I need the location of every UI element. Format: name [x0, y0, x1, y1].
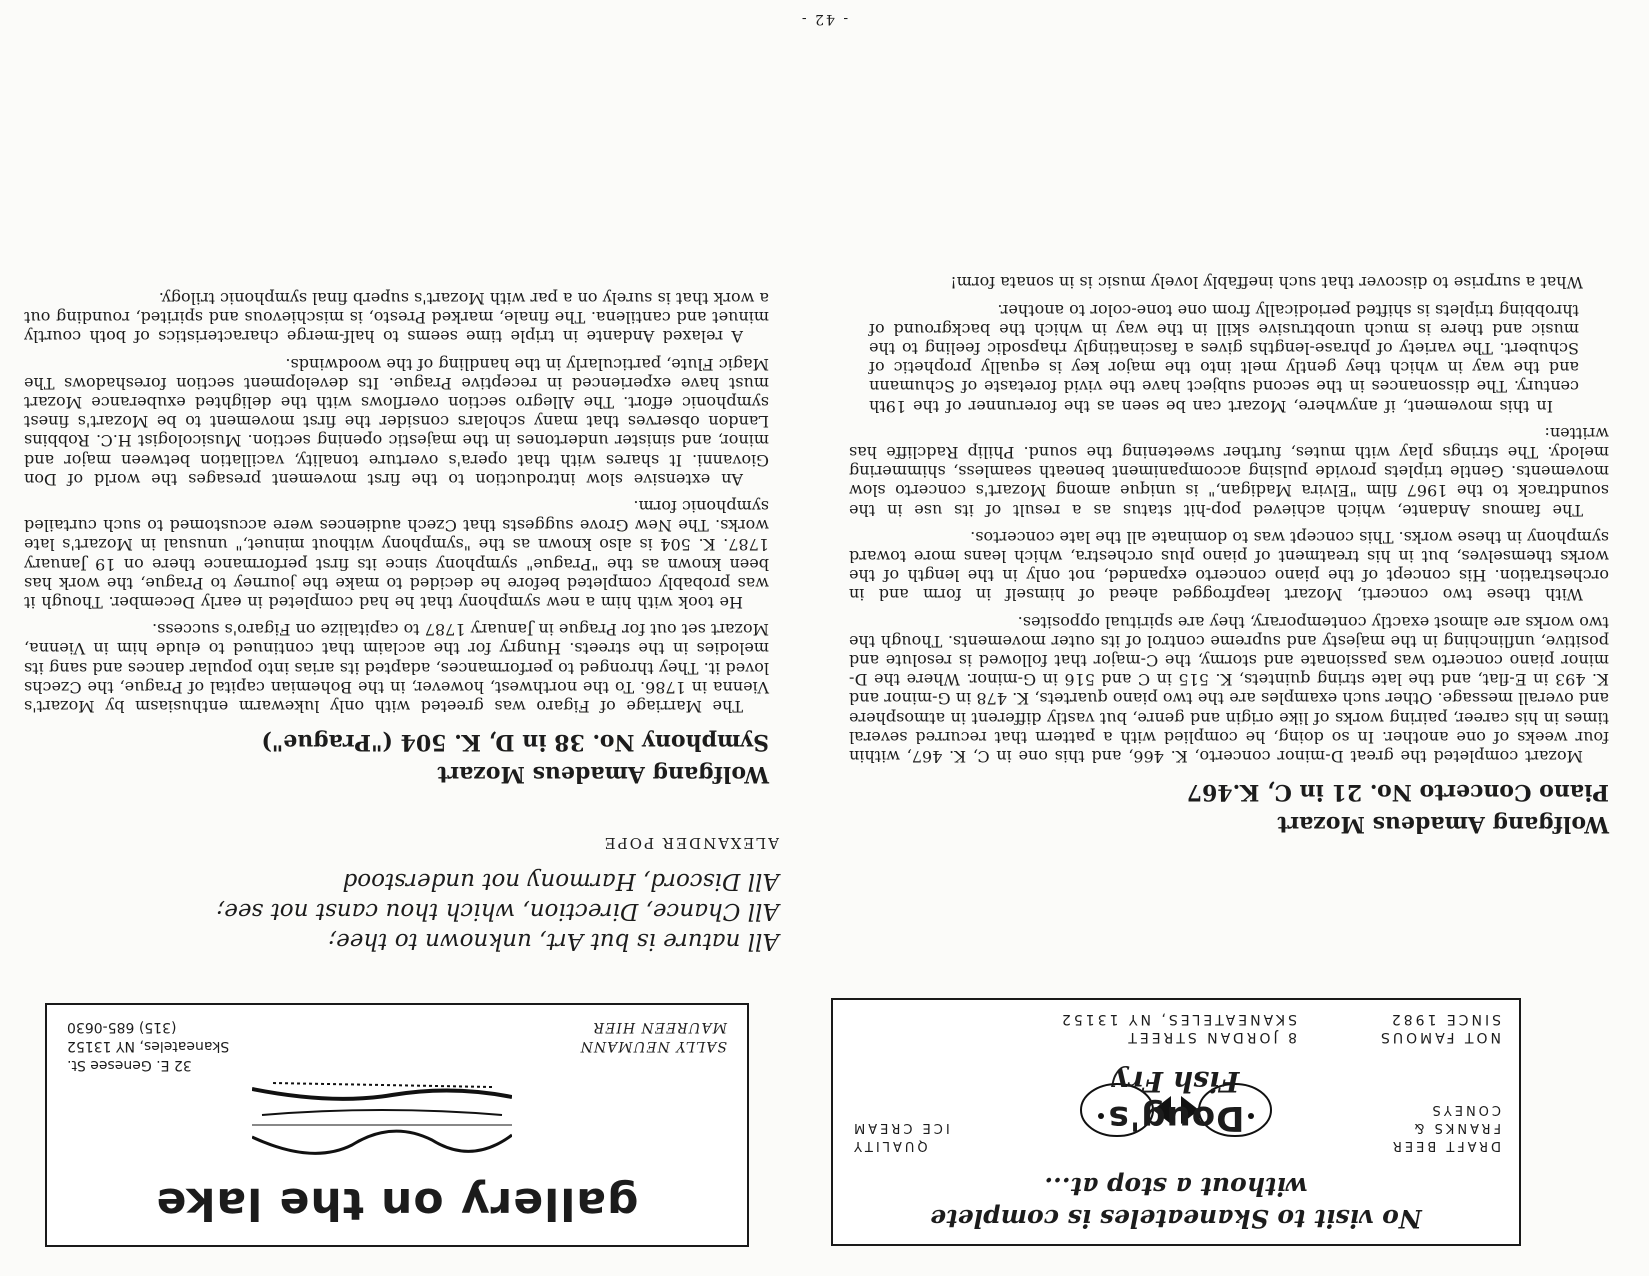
gallery-title: gallery on the lake — [155, 1178, 639, 1229]
foot-line: NOT FAMOUS — [1377, 1029, 1501, 1045]
body-paragraph: Mozart completed the great D-minor concerto, K. 466, and this one in C, K. 467, within four weeks of one another. In so doing, he complied with a pattern that recurred several times in his career, pairing works of like origin and genre, but vastly different in atmosphere and overall message. Other such examples are the two piano quartets, K. 478 in G-minor and K. 493 in E-flat, and the late string quintets, K. 515 in C and 516 in G-minor. Where the D-minor piano concerto was passionate and stormy, the C-major that followed is resolute and positive, unflinching in the majesty and supreme control of its outer movements. Though the two works are almost exactly contemporary, they are spiritual opposites. — [849, 612, 1609, 766]
fish-fry-menu-right — [851, 1118, 950, 1154]
menu-item: FRANKS & — [1411, 1120, 1501, 1135]
composer-heading: Wolfgang Amadeus Mozart — [1277, 811, 1609, 837]
right-column — [0, 0, 804, 1276]
work-title: Symphony No. 38 in D, K. 504 ("Prague") — [261, 729, 769, 755]
body-paragraph: An extensive slow introduction to the first movement presages the world of Don Giovanni. It shares with that opera's overture tonality, vacillation between major and minor, and sinister undertones in the majestic opening section. Musicologist H.C. Robbins Landon observes that many scholars consider the first movement to be Mozart's finest symphonic effort. The Allegro section overflows with the delighted exuberance Mozart must have experienced in receptive Prague. Its development section foreshadows The Magic Flute, particularly in the handling of the woodwinds. — [24, 354, 769, 489]
composer-heading: Wolfgang Amadeus Mozart — [437, 761, 769, 787]
tagline-line: No visit to Skaneateles is complete — [930, 1204, 1422, 1233]
address-line: (315) 685-0630 — [67, 1019, 177, 1035]
concerto-text — [849, 265, 1609, 856]
owner-name: MAUREEN HIER — [592, 1019, 727, 1035]
fish-fry-ad — [831, 998, 1521, 1246]
address-line: Skaneateles, NY 13152 — [67, 1038, 230, 1054]
quote-line: All Chance, Direction, which thou canst not see; — [216, 898, 779, 924]
owner-name: SALLY NEUMANN — [579, 1038, 727, 1054]
body-paragraph: He took with him a new symphony that he had completed in early December. Though it was probably completed before he decided to make the journey to Prague, the work has been known as the "Prague" symphony since its first performance there on 19 January 1787. K. 504 is also known as the "symphony without minuet," unusual in Mozart's late works. The New Grove suggests that Czech audiences were accustomed to such curtailed symphonic form. — [24, 496, 769, 612]
foot-line: SKANEATELES, NY 13152 — [1058, 1011, 1297, 1027]
fish-fry-tagline — [863, 1170, 1489, 1234]
menu-item: DRAFT BEER — [1389, 1138, 1501, 1153]
body-paragraph: What a surprise to discover that such ineffably lovely music is in sonata form! — [950, 273, 1583, 293]
fish-fry-logo-name: Doug's — [1107, 1098, 1245, 1138]
tagline-line: without a stop at... — [1044, 1172, 1308, 1201]
fish-fry-logo-sub: Fish Fry — [1112, 1065, 1240, 1098]
lake-landscape-icon — [252, 1075, 512, 1175]
menu-item: CONEYS — [1429, 1102, 1501, 1117]
address-line: 32 E. Genesee St. — [67, 1057, 192, 1073]
fish-fry-foot-left — [1378, 1010, 1501, 1046]
gallery-owners — [580, 1017, 727, 1055]
body-paragraph: With these two concerti, Mozart leapfrogged ahead of himself in form and in orchestration. His concept of the piano concerto expanded, not only in the length of the works themselves, but in his treatment of piano plus orchestra, which leans more toward symphony in these works. This concept was to dominate all the late concertos. — [849, 527, 1609, 605]
quote-line: All Discord, Harmony not understood — [342, 868, 779, 894]
fish-fry-logo — [1069, 1062, 1283, 1158]
menu-item: QUALITY — [851, 1138, 928, 1153]
page-number: - 42 - — [799, 11, 849, 27]
fish-fry-address — [1059, 1010, 1297, 1046]
body-paragraph: The famous Andante, which achieved pop-hit status as a result of its use in the soundtrack to the 1967 film "Elvira Madigan," is unique among Mozart's concerto slow movements. Gentle triplets provide pulsing accompaniment beneath seamless, shimmering melody. The strings play with mutes, further sweetening the sound. Philip Radcliffe has written: — [849, 423, 1609, 520]
work-title: Piano Concerto No. 21 in C, K.467 — [1186, 779, 1609, 805]
fish-fry-menu-left — [1390, 1100, 1501, 1154]
page-number-area — [759, 11, 889, 33]
foot-line: SINCE 1982 — [1388, 1011, 1501, 1027]
prague-text-article — [24, 281, 769, 806]
gallery-address — [67, 1017, 229, 1074]
gallery-ad — [45, 1003, 749, 1247]
menu-item: ICE CREAM — [851, 1120, 950, 1135]
quote-line: All nature is but Art, unknown to thee; — [328, 928, 779, 954]
body-paragraph: The Marriage of Figaro was greeted with only lukewarm enthusiasm by Mozart's Vienna in 1786. To the northwest, however, in the Bohemian capital of Prague, the Czechs loved it. They thronged to performances, adapted its arias into popular dances and sang its melodies in the streets. Hungry for the acclaim that continued to elude him in Vienna, Mozart set out for Prague in January 1787 to capitalize on Figaro's success. — [24, 620, 769, 716]
body-paragraph: In this movement, if anywhere, Mozart can be seen as the forerunner of the 19th century. The dissonances in the second subject have the vivid foretaste of Schumann and the way in which they gently melt into the major key is equally prophetic of Schubert. The variety of phrase-lengths gives a fascinatingly rhapsodic feeling to the music and there is much unobtrusive skill in the way in which the background of throbbing triplets is shifted periodically from one tone-color to another. — [869, 300, 1579, 416]
quote-author: ALEXANDER POPE — [602, 834, 779, 852]
body-paragraph: A relaxed Andante in triple time seems to half-merge characteristics of both courtly minuet and cantilena. The finale, marked Presto, is mischievous and spirited, rounding out a work that is surely on a par with Mozart's superb final symphonic trilogy. — [24, 288, 769, 347]
foot-line: 8 JORDAN STREET — [1125, 1029, 1297, 1045]
